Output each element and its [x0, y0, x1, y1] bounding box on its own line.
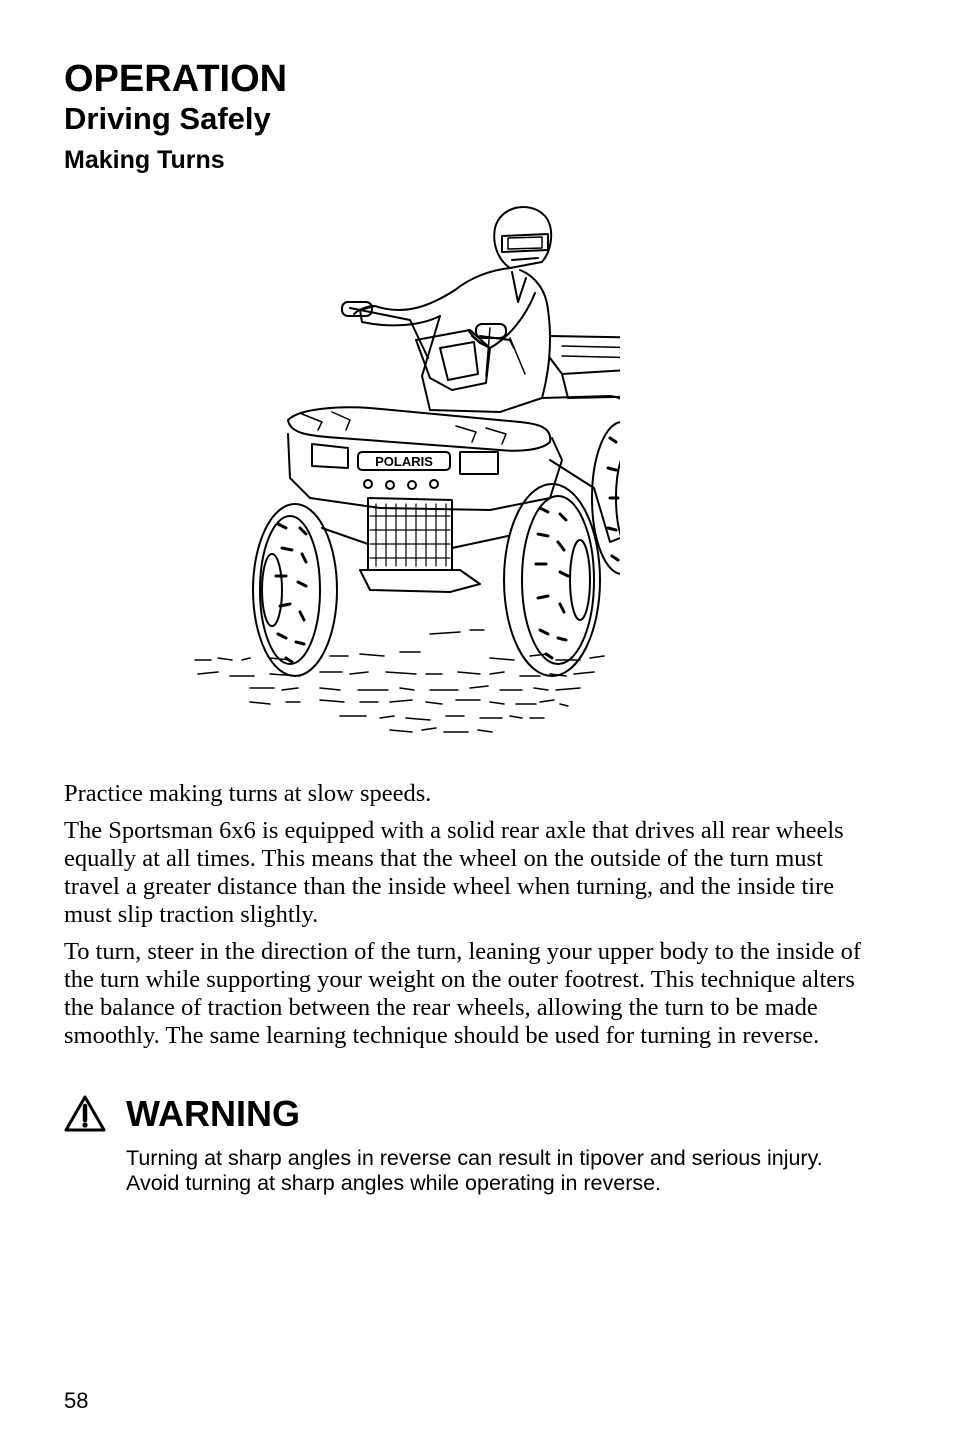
polaris-logo: POLARIS [375, 454, 433, 469]
topic-title: Making Turns [64, 146, 225, 174]
paragraph: The Sportsman 6x6 is equipped with a solid rear axle that drives all rear wheels equally at all times. This means that the wheel on the outside of the turn must travel a greater distance than the inside wheel when turning, and the inside tire must slip traction slightly. [64, 817, 844, 928]
warning-text: Turning at sharp angles in reverse can result in tipover and serious injury. Avoid turning at sharp angles while operating in reverse. [126, 1146, 823, 1195]
paragraph: To turn, steer in the direction of the turn, leaning your upper body to the inside of the turn while supporting your weight on the outer footrest. This technique alters the balance of traction between the rear wheels, allowing the turn to be made smoothly. The same learning technique should be used for turning in reverse. [64, 938, 862, 1049]
section-title: OPERATION [64, 58, 288, 100]
paragraph: Practice making turns at slow speeds. [64, 780, 432, 807]
page-number: 58 [64, 1388, 89, 1413]
warning-title: WARNING [126, 1093, 300, 1134]
body-text [64, 780, 864, 1059]
atv-rider-illustration [190, 198, 620, 738]
warning-triangle-icon [64, 1095, 106, 1133]
subsection-title: Driving Safely [64, 101, 271, 136]
warning-header [64, 1092, 300, 1136]
